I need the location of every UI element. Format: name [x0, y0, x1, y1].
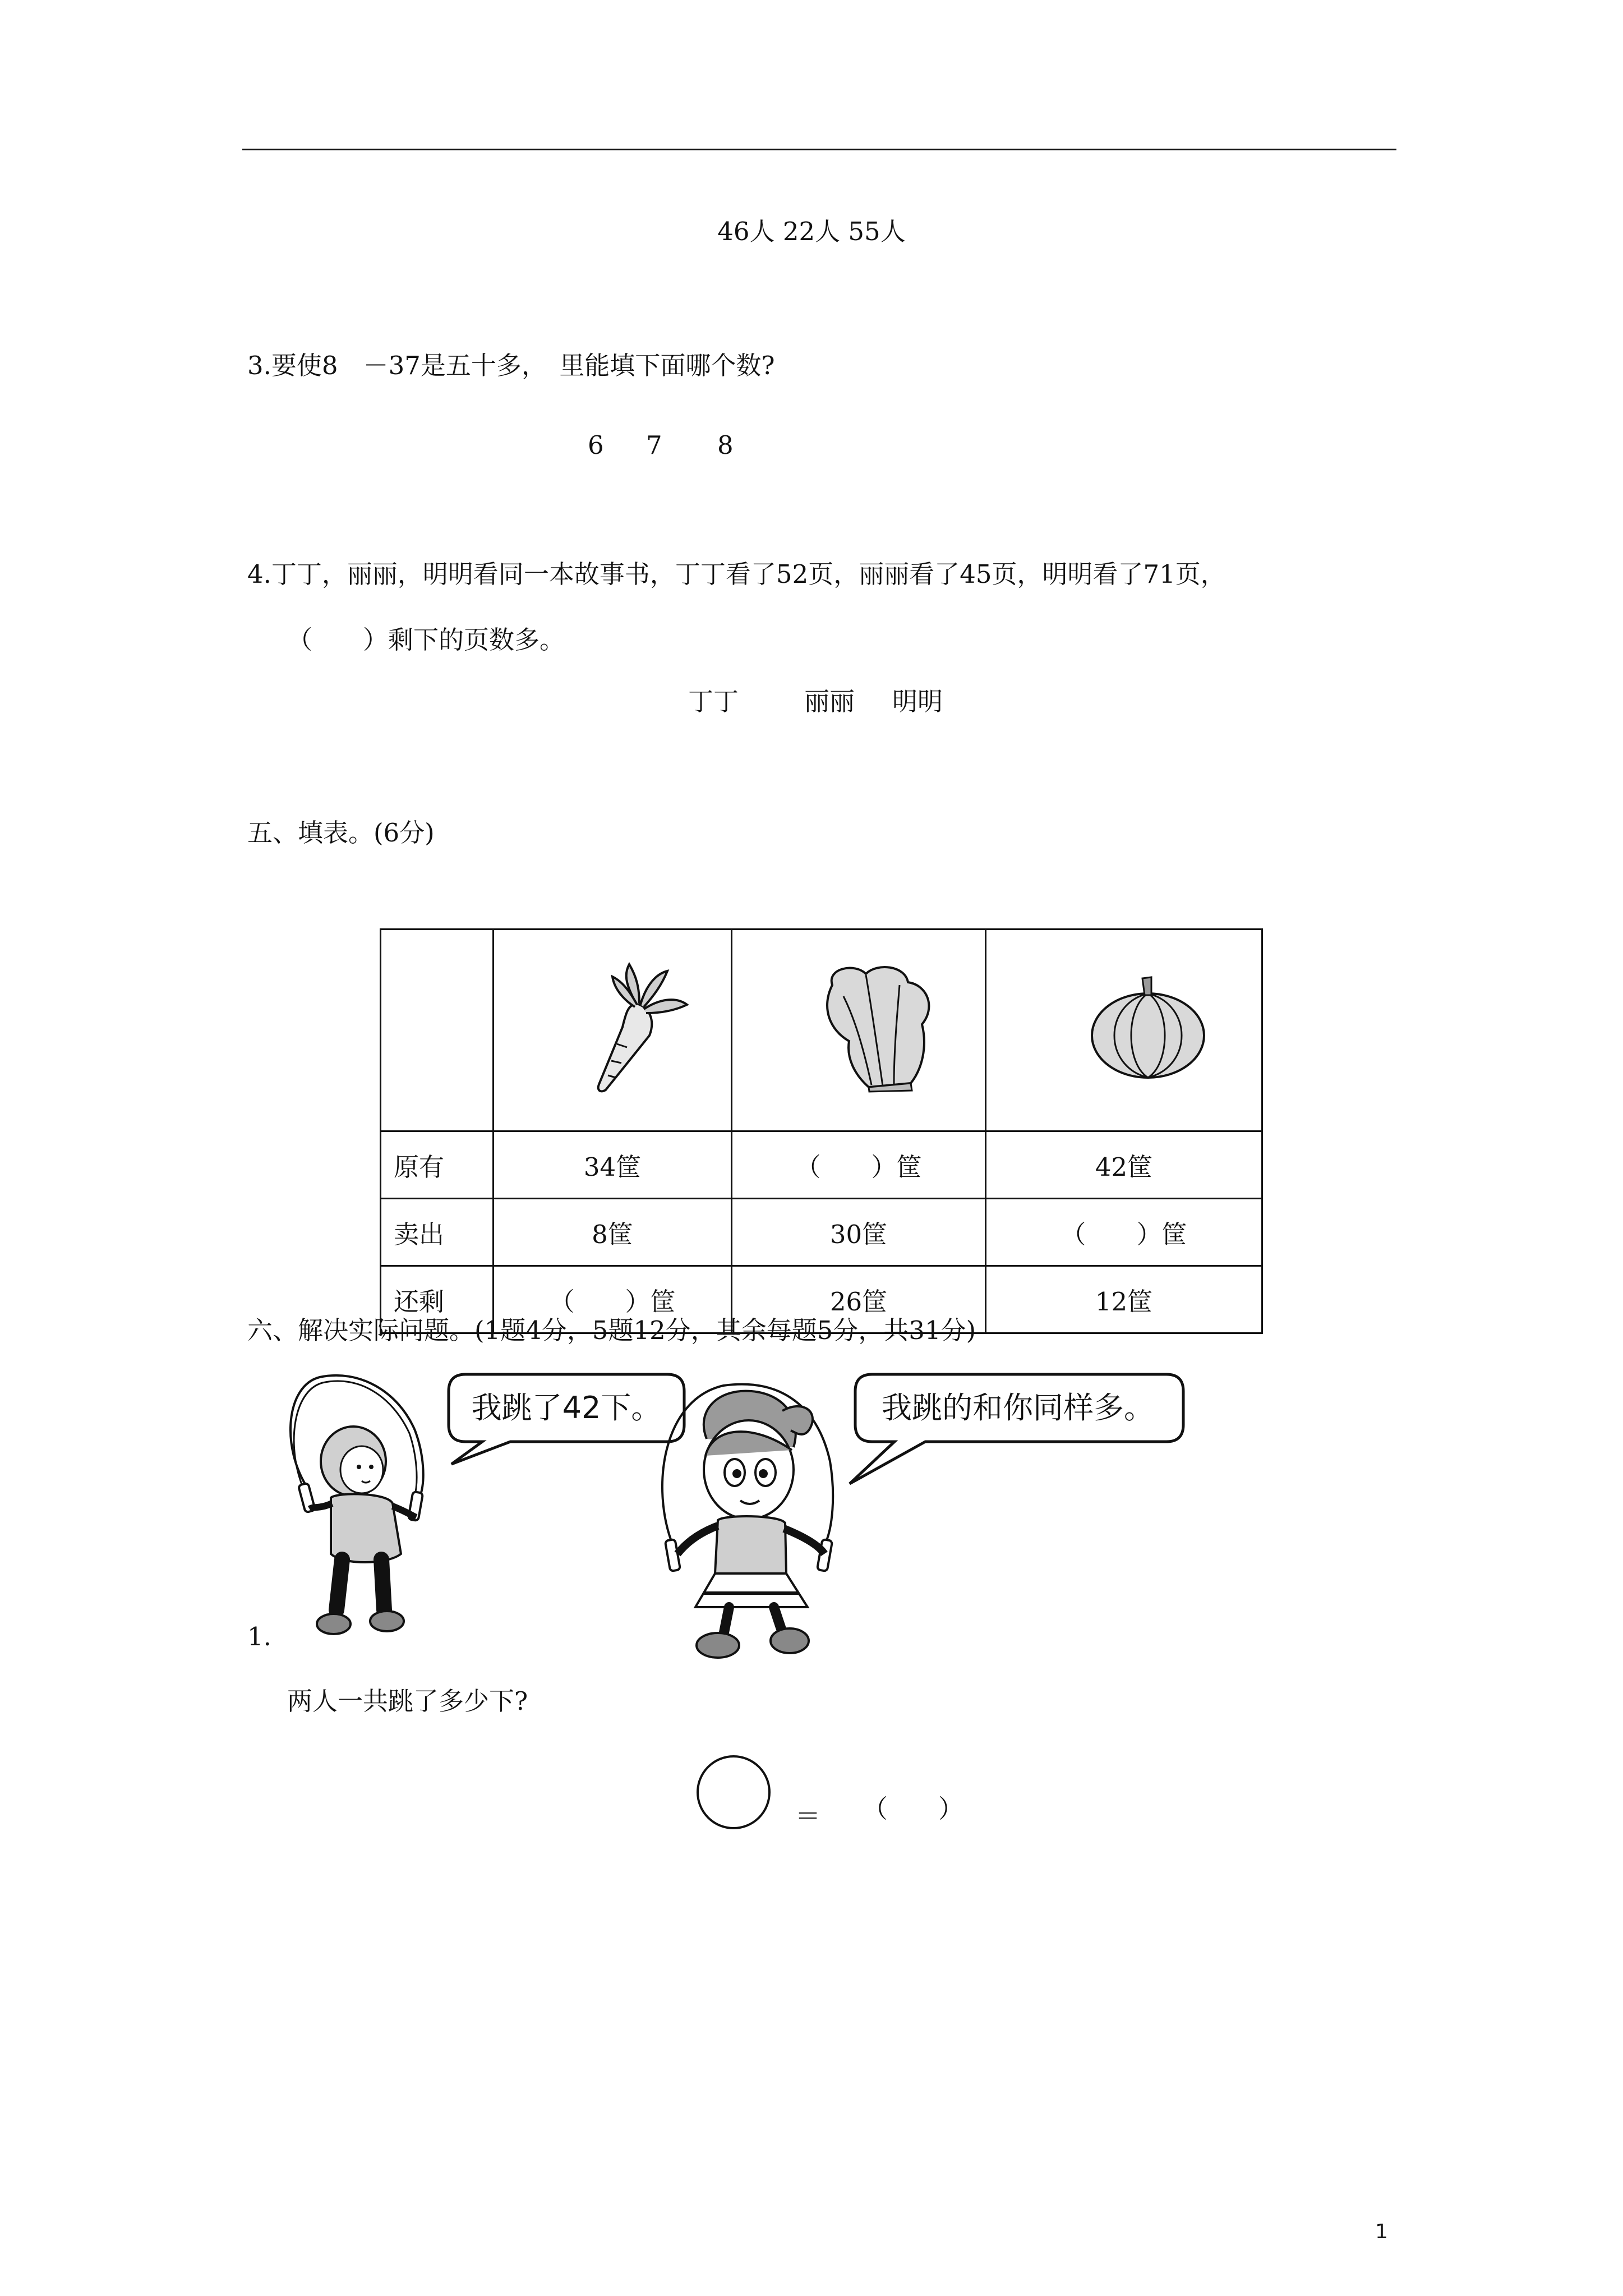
cabbage-cell	[732, 930, 986, 1131]
row-label-remaining: 还剩	[381, 1266, 494, 1333]
equation-answer-blank[interactable]: （ ）	[863, 1794, 964, 1824]
boy-speech-text: 我跳了42下。	[471, 1390, 662, 1425]
q3-option-8: 8	[717, 430, 734, 460]
table-row-sold	[381, 1199, 1262, 1266]
operator-circle[interactable]	[694, 1753, 773, 1832]
section5-heading: 五、填表。(6分)	[247, 818, 435, 848]
cell-cabbage-original[interactable]: （ ）筐	[732, 1131, 986, 1199]
girl-speech-text: 我跳的和你同样多。	[882, 1390, 1154, 1425]
q1-question: 两人一共跳了多少下?	[287, 1686, 528, 1716]
q4-line2: （ ）剩下的页数多。	[287, 625, 565, 655]
cell-cabbage-remaining: 26筐	[732, 1266, 986, 1333]
row-label-sold: 卖出	[381, 1199, 494, 1266]
q3-option-6: 6	[588, 430, 604, 460]
cell-pumpkin-remaining: 12筐	[986, 1266, 1262, 1333]
pumpkin-cell	[986, 930, 1262, 1131]
carrot-cell	[494, 930, 732, 1131]
cell-pumpkin-sold[interactable]: （ ）筐	[986, 1199, 1262, 1266]
q3-option-7: 7	[646, 430, 662, 460]
cell-carrot-remaining[interactable]: （ ）筐	[494, 1266, 732, 1333]
table-row-original	[381, 1131, 1262, 1199]
section6-heading: 六、解决实际问题。(1题4分，5题12分，其余每题5分，共31分)	[247, 1315, 976, 1345]
cabbage-icon	[815, 963, 950, 1092]
vegetable-table	[380, 928, 1263, 1334]
q4-option-lili: 丽丽	[804, 687, 855, 716]
girl-jumping-rope-illustration	[639, 1377, 864, 1663]
cell-cabbage-sold: 30筐	[732, 1199, 986, 1266]
carrot-icon	[583, 960, 690, 1094]
header-rule	[242, 149, 1396, 150]
cell-carrot-original: 34筐	[494, 1131, 732, 1199]
page-number: 1	[1375, 2220, 1388, 2243]
cell-pumpkin-original: 42筐	[986, 1131, 1262, 1199]
q4-option-mingming: 明明	[892, 687, 943, 716]
q3-prompt: 3.要使8 －37是五十多， 里能填下面哪个数?	[247, 351, 775, 380]
q4-line1: 4.丁丁，丽丽，明明看同一本故事书，丁丁看了52页，丽丽看了45页，明明看了71页，	[247, 559, 1226, 589]
table-corner-cell	[381, 930, 494, 1131]
row-label-original: 原有	[381, 1131, 494, 1199]
q4-option-dingding: 丁丁	[688, 687, 739, 716]
boy-jumping-rope-illustration	[269, 1369, 454, 1649]
pumpkin-icon	[1086, 974, 1210, 1080]
q2-options: 46人 22人 55人	[717, 217, 906, 246]
cell-carrot-sold: 8筐	[494, 1199, 732, 1266]
equation-equals: ＝	[795, 1801, 821, 1831]
table-icon-row	[381, 930, 1262, 1131]
q1-number: 1.	[247, 1622, 271, 1651]
